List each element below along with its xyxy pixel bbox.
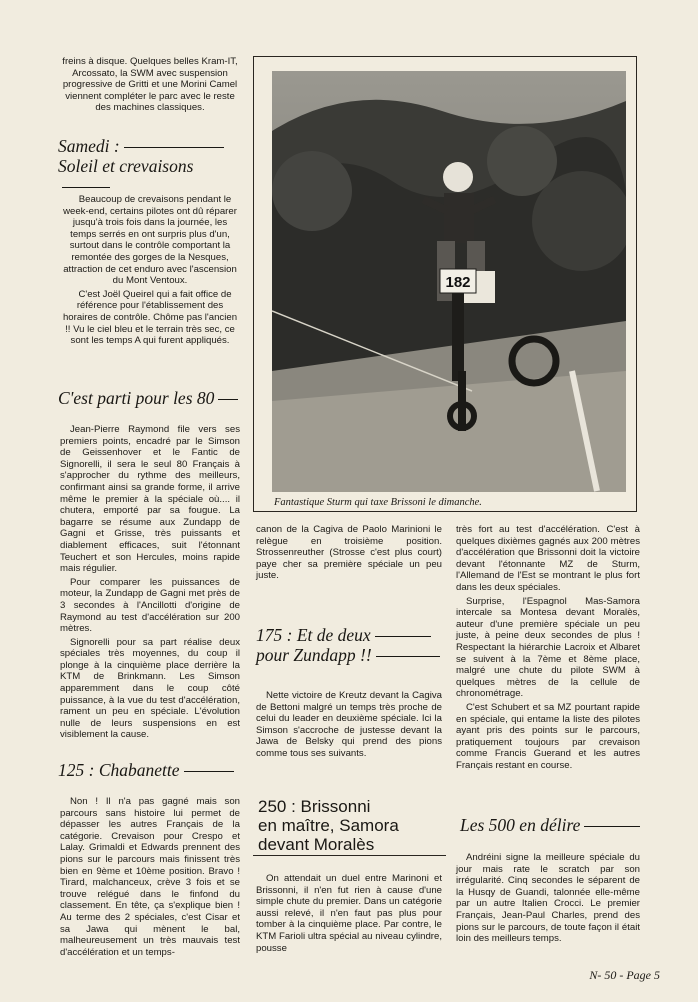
col1-intro-text: freins à disque. Quelques belles Kram-IT, Arcossato, la SWM avec suspension progressive de Gritti et une Morini Camel viennent compléter le parc avec le reste des machines classiques. [62,56,238,114]
delire-body: Andréini signe la meilleure spéciale du jour mais rate le scratch par son irrégularité. Cinq secondes le séparent de la Husqy de Guandi, talonnée elle-même par un autre Italien Crocci. Le premier Français, Jean-Paul Charles, prend des pions sur le parcours, de toute façon il était loin des meilleurs temps. [456,852,640,945]
chabanette-heading: 125 : Chabanette [58,760,242,780]
rider-jump-image [272,71,626,492]
zundapp-heading: 175 : Et de deux pour Zundapp !! [256,625,442,665]
samedi-body: Beaucoup de crevaisons pendant le week-end, certains pilotes ont dû réparer jusqu'à trois fois dans la journée, les temps serrés en ont surpris plus d'un, surtout dans le contrôle comportant la remontée des gorges de la Nesques, attraction de cet enduro avec l'ascension du Mont Ventoux. C'est Joël Queirel qui a fait office de référence pour l'établissement des horaires de contrôle. Chôme pas l'ancien !! Vu le ciel bleu et le terrain très sec, ce sont les temps A qui furent appliqués. [62,194,238,347]
number-plate: 182 [445,274,471,291]
brissonni-heading: 250 : Brissonni en maître, Samora devant Moralès [258,797,399,854]
col2-continued-text: canon de la Cagiva de Paolo Marinioni le relègue en troisième position. Strossenreuther (Strosse c'est plus court) paye cher sa première spéciale un peu juste. [256,524,442,582]
chabanette-body: Non ! Il n'a pas gagné mais son parcours sans histoire lui permet de dépasser les autres Français de la catégorie. Crevaison pour Crespo et Lalay. Grimaldi et Edwards prennent des pions sur le parcours mais finissent très bien en 9ème et 10ème position. Bravo ! Tirard, malchanceux, crève 3 fois et se trouve relégué dans le finfond du classement. En tête, ça s'explique bien ! Au terme des 2 spéciales, c'est Cisar et sa Jawa qui mènent le bal, malheureusement un très mauvais test d'accélération et un temps- [60,796,240,958]
samedi-heading: Samedi : Soleil et crevaisons [58,136,242,196]
delire-heading: Les 500 en délire [460,815,644,835]
col3-text: très fort au test d'accélération. C'est à quelques dixièmes gagnés aux 200 mètres d'accélération que Brissonni doit la victoire devant l'étonnante MZ de Sturm, l'Allemand de l'Est se montrant le plus fort dans les deux spéciales. Surprise, l'Espagnol Mas-Samora intercale sa Montesa devant Moralès, auteur d'une première spéciale un peu juste, à peine deux secondes de plus ! Respectant la hiérarchie Lacroix et Albaret se suivent à la 7ème et 8ème place, malgré une chute du pilote SWM à quelques mètres de la cellule de chronométrage. C'est Schubert et sa MZ pourtant rapide en spéciale, qui entame la liste des pilotes ayant pris des points sur le parcours, pratiquement toujours par crevaison comme Francis Guerand et les autres Français restant en course. [456,524,640,771]
zundapp-body: Nette victoire de Kreutz devant la Cagiva de Bettoni malgré un temps très proche de celui du leader en deuxième spéciale. Ici la Simson s'accroche de justesse devant la Jawa de Belsky qui prend des pions comme tous ses suivants. [256,690,442,759]
motocross-photo [272,71,626,492]
page-folio: N- 50 - Page 5 [589,968,660,982]
parti80-body: Jean-Pierre Raymond file vers ses premiers points, encadré par le Simson de Geissenhover et le Fantic de Signorelli, il sera le seul 80 Français à s'approcher du rythme des meilleurs, confirmant ainsi sa grande forme, il arrive même le premier à la spéciale où.... il chutera, emporté par sa fougue. La bagarre se résume aux Zundapp de Gagni et Grisse, très puissants et diablement efficaces, suit l'étonnant Teuchert et son Hercules, moins rapide mais régulier. Pour comparer les puissances de moteur, la Zundapp de Gagni met près de 3 secondes à l'Ancillotti d'origine de Raymond au test d'accélération sur 200 mètres. Signorelli pour sa part réalise deux spéciales très moyennes, du coup il plonge à la cinquième place derrière la KTM de Brinkmann. Les Simson apparemment dans le coup côté puissance, à la vue du test d'accélération, rament un peu en spéciale. L'évolution nulle de leurs suspensions en est visiblement la cause. [60,424,240,741]
photo-caption: Fantastique Sturm qui taxe Brissoni le dimanche. [274,497,482,508]
brissonni-body: On attendait un duel entre Marinoni et Brissonni, il n'en fut rien à cause d'une simple chute du premier. Dans un catégorie aussi relevé, il n'en faut pas plus pour tomber à la cinquième place. Par contre, le KTM Farioli ultra spécial au niveau cylindre, pousse [256,873,442,954]
parti80-heading: C'est parti pour les 80 [58,388,242,408]
